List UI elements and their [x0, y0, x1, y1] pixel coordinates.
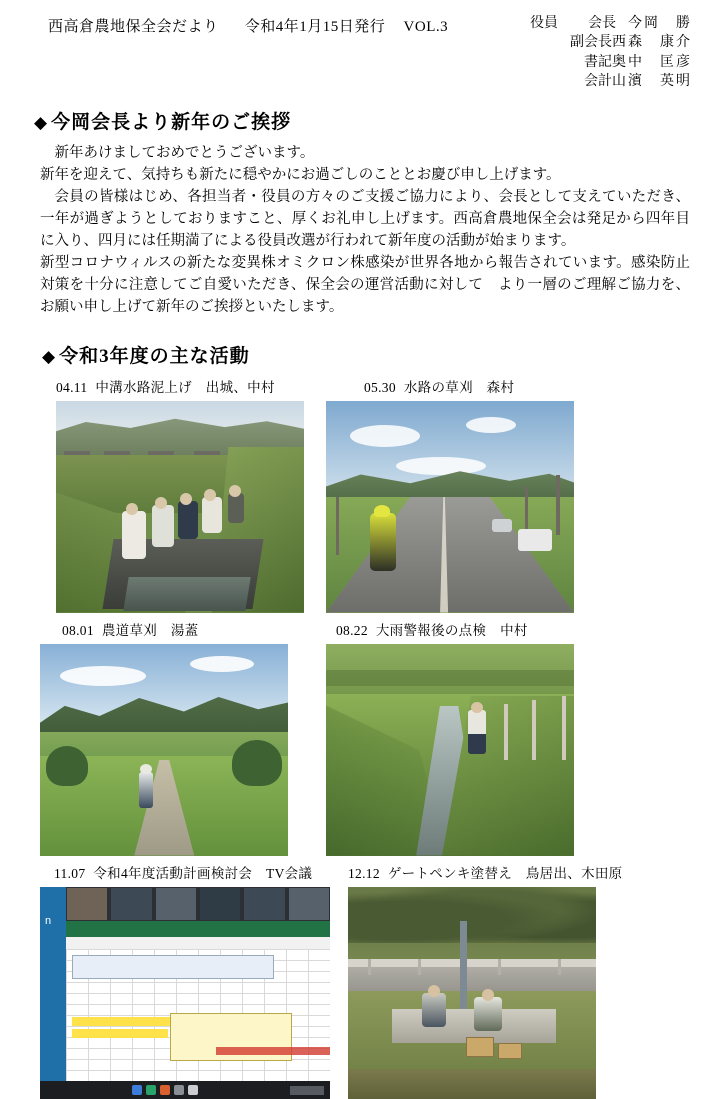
officers-header: 役員 [530, 16, 558, 31]
officer-role: 会長 [588, 16, 616, 31]
activity-date: 04.11 [56, 379, 88, 395]
masthead-title-block [48, 14, 448, 36]
officer-name: 西森 康介 [612, 35, 692, 51]
greeting-paragraph: 新型コロナウィルスの新たな変異株オミクロン株感染が世界各地から報告されています。感染防止対策を十分に注意してご自愛いただき、保全会の運営活動に対して より一層のご理解ご協力を、お願い申し上げて新年のご挨拶といたします。 [40, 255, 690, 316]
activity-item [40, 862, 330, 1099]
activity-date: 12.12 [348, 865, 380, 881]
officer-row [500, 72, 692, 91]
activity-date: 11.07 [54, 865, 86, 881]
diamond-bullet-icon: ◆ [34, 113, 49, 133]
activity-item [326, 619, 594, 856]
officer-row [500, 14, 692, 33]
farm-road-mowing-photo [40, 644, 288, 856]
activities-grid [0, 376, 720, 1099]
activity-row [40, 862, 694, 1099]
activity-title: 中溝水路泥上げ 出城、中村 [95, 379, 275, 395]
masthead [0, 0, 720, 91]
activity-caption [326, 619, 594, 639]
officer-role: 書記 [584, 54, 612, 70]
diamond-bullet-icon: ◆ [42, 346, 57, 366]
officer-role: 会計 [584, 73, 612, 89]
ditch-mud-removal-photo [56, 401, 304, 613]
officer-name: 今岡 勝 [628, 16, 692, 31]
activities-heading-text: 令和3年度の主な活動 [59, 345, 250, 367]
newsletter-title: 西高倉農地保全会だより [48, 19, 219, 35]
activity-caption [40, 376, 308, 396]
activities-heading [42, 341, 720, 368]
activity-row [40, 376, 694, 613]
road-mowing-photo [326, 401, 574, 613]
greeting-paragraph: 新年あけましておめでとうございます。 [54, 145, 315, 162]
volume-number: VOL.3 [403, 19, 449, 35]
greeting-paragraph: 会員の皆様はじめ、各担当者・役員の方々のご支援ご協力により、会長として支えていただき、一年が過ぎようとしておりますこと、厚くお礼申し上げます。西高倉農地保全会は発足から四年目に入り、四月には任期満了による役員改選が行われて新年度の活動が始まります。 [40, 189, 690, 250]
activity-item [348, 862, 623, 1099]
greeting-paragraph: 新年を迎えて、気持ちも新たに穏やかにお過ごしのこととお慶び申し上げます。 [40, 167, 561, 184]
activity-title: 農道草刈 湯蓋 [101, 622, 199, 638]
activity-caption [40, 619, 308, 639]
activity-row [40, 619, 694, 856]
officer-row [500, 33, 692, 52]
issue-date: 令和4年1月15日発行 [244, 19, 386, 35]
greeting-body [40, 142, 690, 318]
officer-role: 副会長 [570, 35, 612, 51]
activity-date: 08.01 [62, 622, 94, 638]
tv-meeting-screenshot-photo: n [40, 887, 330, 1099]
greeting-heading-text: 今岡会長より新年のご挨拶 [51, 112, 292, 134]
activity-item [40, 376, 308, 613]
activity-title: ゲートペンキ塗替え 鳥居出、木田原 [387, 865, 623, 881]
activity-title: 水路の草刈 森村 [403, 379, 515, 395]
activity-date: 08.22 [336, 622, 368, 638]
activity-title: 令和4年度活動計画検討会 TV会議 [93, 865, 313, 881]
gate-painting-photo [348, 887, 596, 1099]
officers-list [500, 14, 692, 91]
officer-name: 奥中 匡彦 [612, 54, 692, 70]
activity-title: 大雨警報後の点検 中村 [375, 622, 528, 638]
activity-caption [40, 862, 330, 882]
officer-name: 山濱 英明 [612, 73, 692, 89]
officer-row [500, 53, 692, 72]
greeting-heading [34, 107, 720, 134]
activity-caption [326, 376, 594, 396]
activity-date: 05.30 [364, 379, 396, 395]
activity-item [326, 376, 594, 613]
activity-item [40, 619, 308, 856]
activity-caption [348, 862, 623, 882]
rain-inspection-photo [326, 644, 574, 856]
